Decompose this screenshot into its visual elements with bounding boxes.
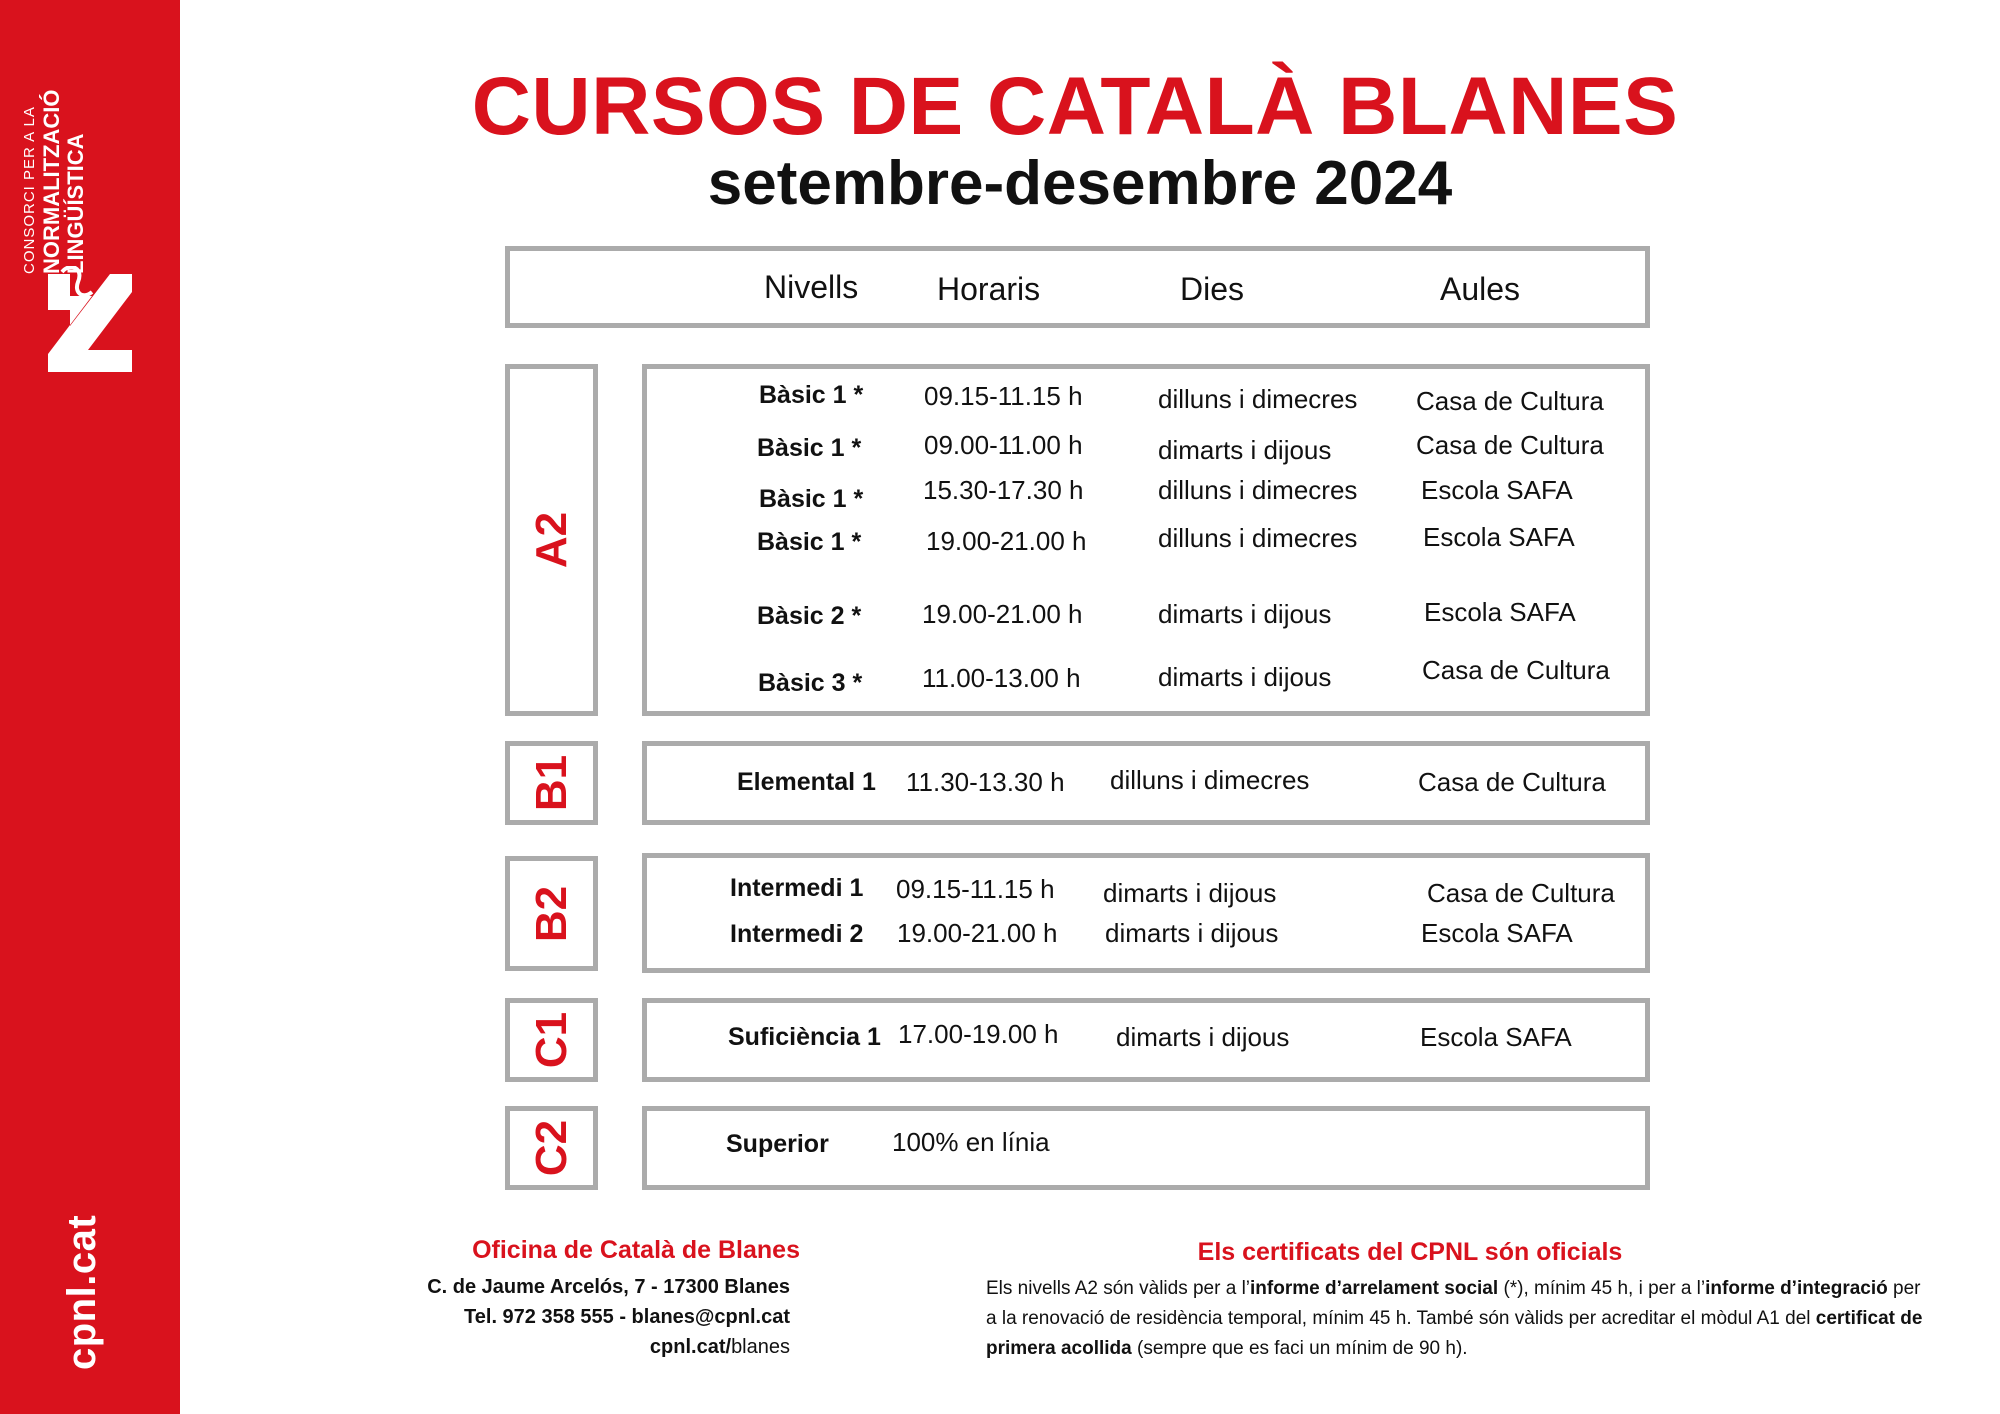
row-a2-5-horari: 19.00-21.00 h <box>922 599 1083 629</box>
page-subtitle: setembre-desembre 2024 <box>707 149 1453 218</box>
office-web-domain: cpnl.cat/ <box>649 1336 732 1358</box>
logo-line-1: CONSORCI PER A LA <box>21 106 38 274</box>
row-b2-2-dies: dimarts i dijous <box>1105 918 1279 948</box>
row-a2-2-dies: dimarts i dijous <box>1158 435 1332 465</box>
row-b2-1-horari: 09.15-11.15 h <box>896 874 1055 904</box>
row-c1-1-horari: 17.00-19.00 h <box>898 1019 1059 1049</box>
row-a2-3-nivell: Bàsic 1 * <box>759 485 864 513</box>
row-a2-5-nivell: Bàsic 2 * <box>757 602 862 630</box>
row-a2-3-aula: Escola SAFA <box>1421 475 1573 505</box>
page-title: CURSOS DE CATALÀ BLANES <box>471 61 1679 152</box>
row-a2-4-dies: dilluns i dimecres <box>1158 523 1358 553</box>
table-header <box>505 246 1650 328</box>
level-code-b2: B2 <box>526 885 576 942</box>
level-code-a2: A2 <box>526 511 576 569</box>
row-c1-1-dies: dimarts i dijous <box>1116 1022 1290 1052</box>
cert-text-part-4: (sempre que es faci un mínim de 90 h). <box>1131 1338 1468 1359</box>
level-rows-c2 <box>642 1106 1650 1190</box>
level-code-c1: C1 <box>526 1011 576 1069</box>
office-title: Oficina de Català de Blanes <box>472 1236 800 1264</box>
header-horaris: Horaris <box>937 271 1041 307</box>
level-rows-a2 <box>642 364 1650 716</box>
level-rows-b1 <box>642 741 1650 825</box>
cert-bold-integracio: informe d’integració <box>1705 1278 1888 1299</box>
level-label-box-b1 <box>505 741 598 825</box>
row-a2-1-dies: dilluns i dimecres <box>1158 384 1358 414</box>
office-web-path: blanes <box>731 1336 790 1358</box>
row-b2-1-aula: Casa de Cultura <box>1427 878 1615 908</box>
level-rows-b2 <box>642 853 1650 973</box>
row-b2-1-nivell: Intermedi 1 <box>730 874 864 902</box>
header-nivells: Nivells <box>764 269 859 305</box>
row-b2-1-dies: dimarts i dijous <box>1103 878 1277 908</box>
logo-line-3: LINGÜÍSTICA <box>63 133 88 274</box>
level-rows-c1 <box>642 998 1650 1082</box>
level-label-box-c2 <box>505 1106 598 1190</box>
row-a2-6-aula: Casa de Cultura <box>1422 655 1610 685</box>
row-a2-1-nivell: Bàsic 1 * <box>759 381 864 409</box>
row-a2-3-dies: dilluns i dimecres <box>1158 475 1358 505</box>
office-address: C. de Jaume Arcelós, 7 - 17300 Blanes <box>427 1276 790 1298</box>
cert-bold-acollida: certificat de primera acollida <box>986 1308 1923 1359</box>
office-web-link[interactable] <box>340 1336 790 1359</box>
row-b2-2-horari: 19.00-21.00 h <box>897 918 1058 948</box>
row-a2-5-aula: Escola SAFA <box>1424 597 1576 627</box>
header-dies: Dies <box>1180 271 1245 307</box>
row-a2-4-horari: 19.00-21.00 h <box>926 526 1087 556</box>
row-a2-6-nivell: Bàsic 3 * <box>758 669 863 697</box>
row-a2-4-aula: Escola SAFA <box>1423 522 1575 552</box>
cert-text-part-2: (*), mínim 45 h, i per a l’ <box>1498 1278 1706 1299</box>
row-a2-1-horari: 09.15-11.15 h <box>924 381 1083 411</box>
row-b2-2-aula: Escola SAFA <box>1421 918 1573 948</box>
row-a2-5-dies: dimarts i dijous <box>1158 599 1332 629</box>
level-label-box-c1 <box>505 998 598 1082</box>
row-a2-4-nivell: Bàsic 1 * <box>757 528 862 556</box>
row-c1-1-nivell: Suficiència 1 <box>728 1023 881 1051</box>
level-code-b1: B1 <box>526 754 576 812</box>
cert-bold-arrelament: informe d’arrelament social <box>1250 1278 1499 1299</box>
logo-line-2: NORMALITZACIÓ <box>39 89 64 274</box>
logo-text <box>20 64 110 274</box>
sidebar <box>0 0 180 1414</box>
site-url-vertical: cpnl.cat <box>60 1214 104 1370</box>
header-aules: Aules <box>1440 271 1521 307</box>
level-label-box-a2 <box>505 364 598 716</box>
cert-text-part-3: per a la renovació de residència temporal, mínim 45 h. També són vàlids per acreditar el mòdul A1 del <box>986 1278 1921 1329</box>
row-b2-2-nivell: Intermedi 2 <box>730 920 864 948</box>
row-a2-2-horari: 09.00-11.00 h <box>924 430 1083 460</box>
row-c2-1-nivell: Superior <box>726 1130 829 1158</box>
row-c1-1-aula: Escola SAFA <box>1420 1022 1572 1052</box>
row-a2-2-nivell: Bàsic 1 * <box>757 434 862 462</box>
row-a2-6-dies: dimarts i dijous <box>1158 662 1332 692</box>
certificates-text <box>986 1274 1926 1364</box>
certificates-title: Els certificats del CPNL són oficials <box>1197 1238 1623 1266</box>
row-a2-6-horari: 11.00-13.00 h <box>922 663 1081 693</box>
row-b1-1-dies: dilluns i dimecres <box>1110 765 1310 795</box>
level-label-box-b2 <box>505 856 598 971</box>
row-b1-1-aula: Casa de Cultura <box>1418 767 1606 797</box>
row-a2-2-aula: Casa de Cultura <box>1416 430 1604 460</box>
row-a2-3-horari: 15.30-17.30 h <box>923 475 1084 505</box>
office-contact[interactable]: Tel. 972 358 555 - blanes@cpnl.cat <box>464 1306 790 1328</box>
row-c2-1-horari: 100% en línia <box>892 1127 1050 1157</box>
row-b1-1-nivell: Elemental 1 <box>737 768 876 796</box>
cert-text-part-1: Els nivells A2 són vàlids per a l’ <box>986 1278 1251 1299</box>
cpnl-logo-icon <box>48 266 132 372</box>
row-a2-1-aula: Casa de Cultura <box>1416 386 1604 416</box>
level-code-c2: C2 <box>526 1119 576 1177</box>
row-b1-1-horari: 11.30-13.30 h <box>906 767 1065 797</box>
